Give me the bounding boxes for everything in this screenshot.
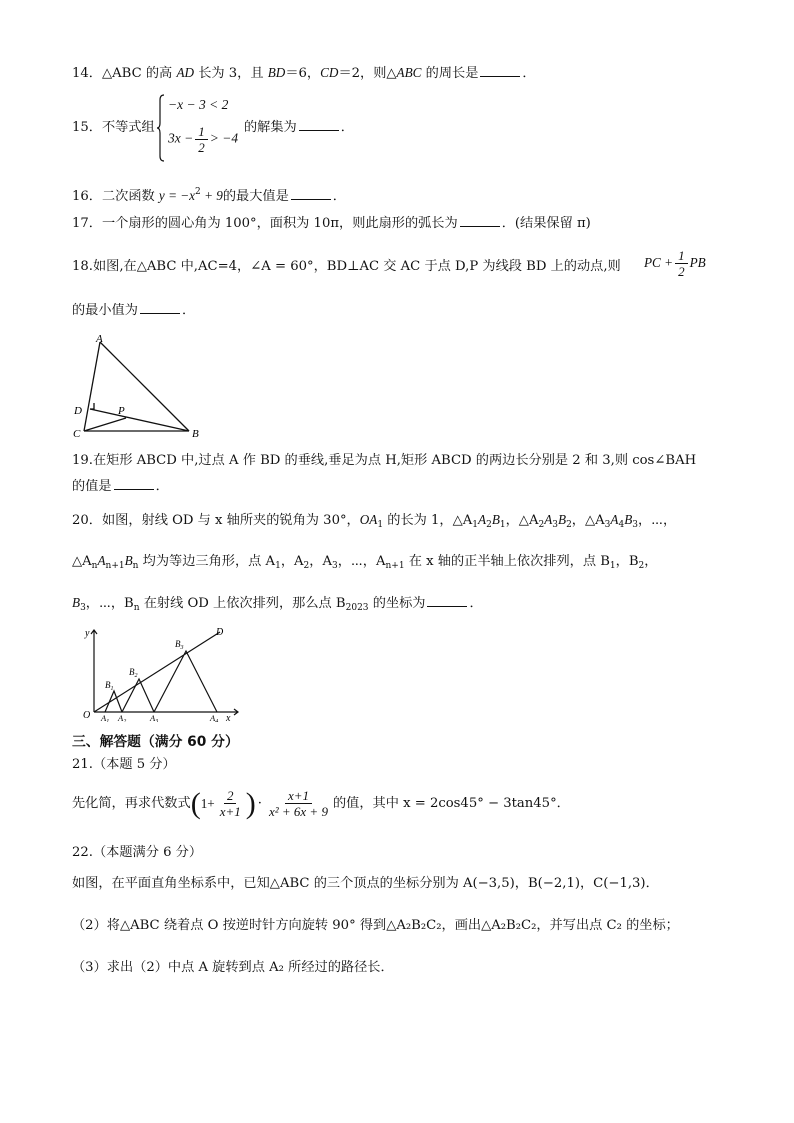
triangle-a1a2b1 <box>105 691 122 712</box>
q14-ad: AD <box>176 65 195 80</box>
q14-tail: ． <box>522 66 536 81</box>
q15-inequality-2: 3x − $\frac{1}{2}$ > −4 <box>168 124 239 155</box>
triangle-figure <box>70 330 210 440</box>
label-b3: $B_3$ <box>175 639 184 651</box>
ray-triangles-figure <box>74 622 244 722</box>
q15-inequality-1: −x − 3 < 2 <box>168 97 229 112</box>
label-x: x <box>226 713 231 722</box>
q21-fraction-1: $\frac{2}{x+1}$ <box>219 788 241 819</box>
question-22-head: 22.（本题满分 6 分） <box>72 845 203 860</box>
question-15-label <box>72 118 155 138</box>
label-d: D <box>74 405 82 417</box>
q18-fraction: $\frac{1}{2}$ <box>675 248 688 279</box>
q14-text: 长为 3，且 <box>194 66 268 81</box>
label-c: C <box>73 428 81 440</box>
edge-ab <box>100 342 189 431</box>
question-22-body: 如图，在平面直角坐标系中，已知△ABC 的三个顶点的坐标分别为 A(−3,5)，B(−2,1)，C(−1,3)． <box>72 876 659 891</box>
question-22-part3: （3）求出（2）中点 A 旋转到点 A₂ 所经过的路径长． <box>72 960 394 975</box>
question-20-line2: $\triangle A_nA_{n+1}B_n$ 均为等边三角形，点 $A_1$，$A_2$，$A_3$，⋯，$A_{n+1}$ 在 x 轴的正半轴上依次排列，点 $B_1$，$B_2$， <box>72 553 658 571</box>
q14-abc: ABC <box>396 65 422 80</box>
label-p: P <box>118 405 125 417</box>
answer-blank[interactable] <box>427 594 467 607</box>
question-19: 19.在矩形 ABCD 中,过点 A 作 BD 的垂线,垂足为点 H,矩形 ABCD 的两边长分别是 2 和 3,则 cos∠BAH <box>72 453 697 468</box>
q14-text: 的周长是 <box>421 66 479 81</box>
question-18: 18.如图,在△ABC 中,AC=4，∠A = 60°，BD⊥AC 交 AC 于点 D,P 为线段 BD 上的动点,则 <box>72 259 621 274</box>
right-angle-mark <box>90 403 94 409</box>
paren-open: ( <box>190 786 201 820</box>
label-a: A <box>96 333 103 345</box>
question-20-line1: 20．如图，射线 OD 与 x 轴所夹的锐角为 30°，$OA_1$ 的长为 1，$\triangle A_1A_2B_1$，$\triangle A_2A_3B_2$，$\triangle A_3A_4B_3$，⋯， <box>72 512 677 530</box>
ray-od <box>94 632 220 712</box>
label-o: O <box>83 710 91 721</box>
system-brace-icon <box>157 94 165 162</box>
label-a1: $A_1$ <box>101 713 110 722</box>
q14-bd: BD <box>267 65 286 80</box>
question-15-tail: 的解集为 ． <box>244 120 354 135</box>
label-d: D <box>216 627 224 638</box>
label-b2: $B_2$ <box>129 667 138 679</box>
answer-blank[interactable] <box>480 64 520 77</box>
answer-blank[interactable] <box>460 214 500 227</box>
label-a2: $A_2$ <box>118 713 127 722</box>
q15-number: 15．不等式组 <box>72 120 155 135</box>
paren-close: ) <box>245 786 256 820</box>
label-b1: $B_1$ <box>105 680 114 692</box>
q14-text: ＝2，则△ <box>338 66 397 81</box>
question-18-expr: PC + $\frac{1}{2}$ PB <box>644 248 706 279</box>
label-a3: $A_3$ <box>150 713 159 722</box>
label-y: y <box>85 628 90 639</box>
q21-fraction-2: $\frac{x+1}{\text{x² + 6x + 9}}$ <box>268 788 328 819</box>
q15-fraction: $\frac{1}{2}$ <box>195 124 208 155</box>
q14-triangle: △ABC <box>101 66 142 81</box>
answer-blank[interactable] <box>299 118 339 131</box>
q14-text: ＝6， <box>285 66 321 81</box>
question-14 <box>72 63 536 84</box>
label-b: B <box>192 428 199 440</box>
question-19-line2: 的值是 ． <box>72 479 169 494</box>
question-22-part2: （2）将△ABC 绕着点 O 按逆时针方向旋转 90° 得到△A₂B₂C₂，画出△A₂B₂C₂，并写出点 C₂ 的坐标； <box>72 918 679 933</box>
q14-text: 的高 <box>141 66 177 81</box>
answer-blank[interactable] <box>114 477 154 490</box>
question-20-line3: $B_3$，⋯，$B_n$ 在射线 OD 上依次排列，那么点 $B_{2023}$ 的坐标为 ． <box>72 595 483 613</box>
section-title: 三、解答题（满分 60 分） <box>72 734 239 750</box>
triangle-a3a4b3 <box>154 651 217 712</box>
answer-blank[interactable] <box>140 301 180 314</box>
segment-bd <box>90 409 189 431</box>
question-21-body: 先化简，再求代数式 ( 1+ $\frac{2}{x+1}$ ) · $\frac{x+1}{\text{x² + 6x + 9}}$ 的值，其中 x = 2cos45° − 3tan45°． <box>72 786 570 820</box>
q14-number: 14． <box>72 66 102 81</box>
segment-cp <box>84 418 126 431</box>
label-a4: $A_4$ <box>210 713 219 722</box>
answer-blank[interactable] <box>291 187 331 200</box>
question-17: 17．一个扇形的圆心角为 100°，面积为 10π，则此扇形的弧长为 ．(结果保留 π) <box>72 216 591 231</box>
question-16: 16．二次函数 $y = -x^2 + 9$的最大值是 ． <box>72 187 346 204</box>
question-21-head: 21.（本题 5 分） <box>72 757 176 772</box>
q14-cd: CD <box>320 65 339 80</box>
question-18-line2: 的最小值为 ． <box>72 303 196 318</box>
edge-ac <box>84 342 100 431</box>
